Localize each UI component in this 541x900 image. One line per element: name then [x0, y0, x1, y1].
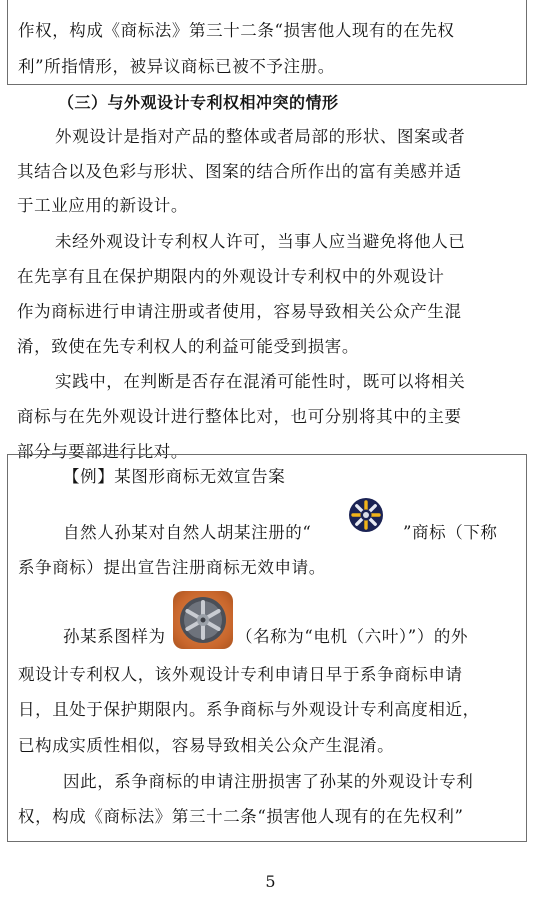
example-line: 观设计专利权人，该外观设计专利申请日早于系争商标申请: [18, 665, 463, 684]
star-burst-logo-icon: [349, 498, 383, 532]
quote-line: 作权，构成《商标法》第三十二条“损害他人现有的在先权: [18, 21, 455, 40]
body-line: 作为商标进行申请注册或者使用，容易导致相关公众产生混: [17, 302, 462, 321]
body-line: 部分与要部进行比对。: [17, 442, 188, 461]
example-line: 系争商标）提出宣告注册商标无效申请。: [18, 558, 326, 577]
page-number: 5: [265, 872, 276, 891]
example-line: 已构成实质性相似，容易导致相关公众产生混淆。: [18, 736, 395, 755]
body-line: 在先享有且在保护期限内的外观设计专利权中的外观设计: [17, 267, 445, 286]
quote-box-top: [7, 0, 527, 85]
example-line: 自然人孙某对自然人胡某注册的“: [63, 523, 312, 542]
example-line: 日，且处于保护期限内。系争商标与外观设计专利高度相近，: [18, 700, 480, 719]
section-heading: （三）与外观设计专利权相冲突的情形: [58, 93, 339, 112]
example-line: 孙某系图样为: [63, 627, 166, 646]
quote-line: 利”所指情形，被异议商标已被不予注册。: [18, 57, 335, 76]
body-line: 外观设计是指对产品的整体或者局部的形状、图案或者: [55, 127, 466, 146]
body-line: 未经外观设计专利权人许可，当事人应当避免将他人已: [55, 232, 466, 251]
example-line: 因此，系争商标的申请注册损害了孙某的外观设计专利: [63, 772, 474, 791]
body-line: 其结合以及色彩与形状、图案的结合所作出的富有美感并适: [17, 162, 462, 181]
motor-wheel-icon: [173, 591, 233, 649]
example-line: ”商标（下称: [403, 523, 498, 542]
example-line: 权，构成《商标法》第三十二条“损害他人现有的在先权利”: [18, 807, 464, 826]
body-line: 实践中，在判断是否存在混淆可能性时，既可以将相关: [55, 372, 466, 391]
body-line: 商标与在先外观设计进行整体比对，也可分别将其中的主要: [17, 407, 462, 426]
body-line: 淆，致使在先专利权人的利益可能受到损害。: [17, 337, 359, 356]
body-line: 于工业应用的新设计。: [17, 196, 188, 215]
example-box: [7, 454, 527, 842]
example-line: （名称为“电机（六叶）”）的外: [236, 627, 469, 646]
example-title: 【例】某图形商标无效宣告案: [63, 467, 286, 486]
